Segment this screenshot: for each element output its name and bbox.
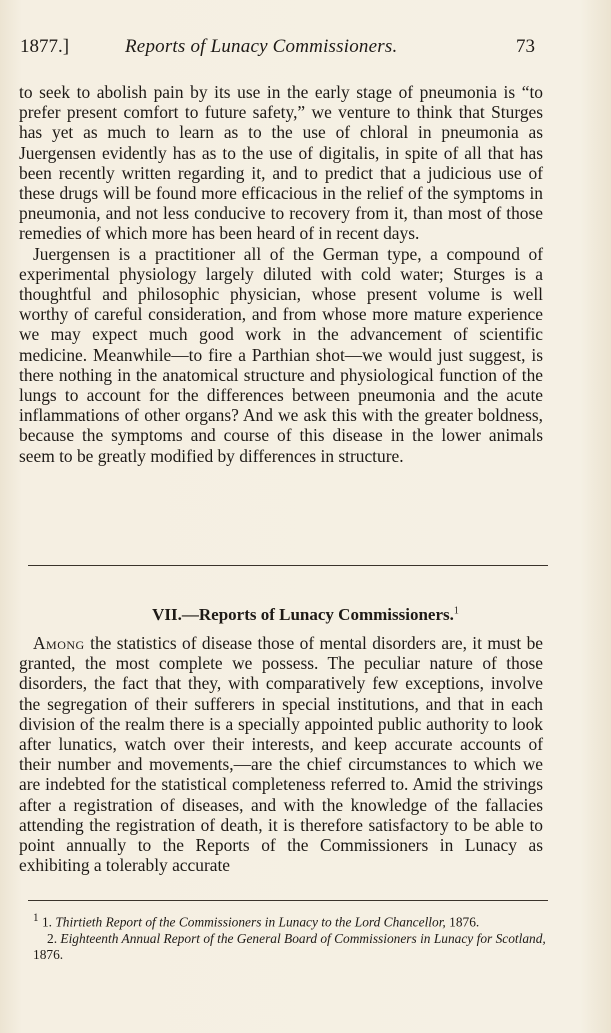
paragraph-juergensen: Juergensen is a practitioner all of the German type, a compound of experimental physiology largely diluted with cold water; Sturges is a thoughtful and philosophic physician, whose present volume is well worthy of careful consideration, and from whose more mature experience we may expect much good work in the advancement of scientific medicine. Meanwhile—to fire a Parthian shot—we would just suggest, is there nothing in the anatomical structure and physiological function of the lungs to account for the differences between pneumonia and the acute inflammations of other organs? And we ask this with the greater boldness, because the symptoms and course of this disease in the lower animals seem to be greatly modified by differences in structure. (19, 243, 543, 466)
paragraph-among-text: the statistics of disease those of mental disorders are, it must be granted, the most complete we possess. The peculiar nature of those disorders, the fact that they, with comparatively few exceptions, involve the segregation of their sufferers in special institutions, and that in each division of the realm there is a specially appointed public authority to look after lunatics, watch over their interests, and keep accurate accounts of their number and movements,—are the chief circumstances to which we are indebted for the statistical completeness referred to. Amid the strivings after a registration of diseases, and with the knowledge of the fallacies attending the registration of death, it is therefore satisfactory to be able to point annually to the Reports of the Commissioners in Lunacy as exhibiting a tolerably accurate (19, 633, 543, 876)
section-body (19, 633, 543, 875)
footnote-ref: 1 (453, 605, 459, 617)
paragraph-continued: to seek to abolish pain by its use in the early stage of pneumonia is “to prefer present comfort to future safety,” we venture to think that Sturges has yet as much to learn as to the use of chloral in pneumonia as Juergensen evidently has as to the use of digitalis, in spite of all that has been recently written regarding it, and to predict that a judicious use of these drugs will be found more efficacious in the relief of the symptoms in pneumonia, and not less conducive to recovery from it, than most of those remedies of which more has been heard of in recent days. (19, 82, 543, 244)
footnote-1-marker: 1 (33, 912, 39, 924)
footnote-1-number: 1. (41, 914, 52, 930)
section-heading (0, 605, 611, 625)
page-number: 73 (516, 36, 535, 57)
section-heading-text: VII.—Reports of Lunacy Commissioners. (152, 605, 454, 624)
footnote-1 (33, 910, 553, 931)
footnote-divider (28, 900, 548, 901)
footnote-2-year: 1876. (33, 947, 64, 963)
drop-word: Among (33, 633, 85, 653)
header-year: 1877.] (20, 36, 70, 57)
footnote-1-title: Thirtieth Report of the Commissioners in Lunacy to the Lord Chancellor, (55, 914, 446, 930)
header-running-title: Reports of Lunacy Commissioners. (125, 36, 398, 57)
review-conclusion (19, 82, 543, 466)
paragraph-among (19, 633, 543, 875)
footnotes (33, 910, 553, 964)
footnote-2-title: Eighteenth Annual Report of the General Board of Commissioners in Lunacy for Scotland, (60, 930, 546, 946)
footnote-2 (33, 931, 553, 964)
footnote-1-year: 1876. (449, 914, 480, 930)
footnote-2-number: 2. (47, 930, 58, 946)
section-divider (28, 565, 548, 566)
running-header (20, 36, 535, 60)
